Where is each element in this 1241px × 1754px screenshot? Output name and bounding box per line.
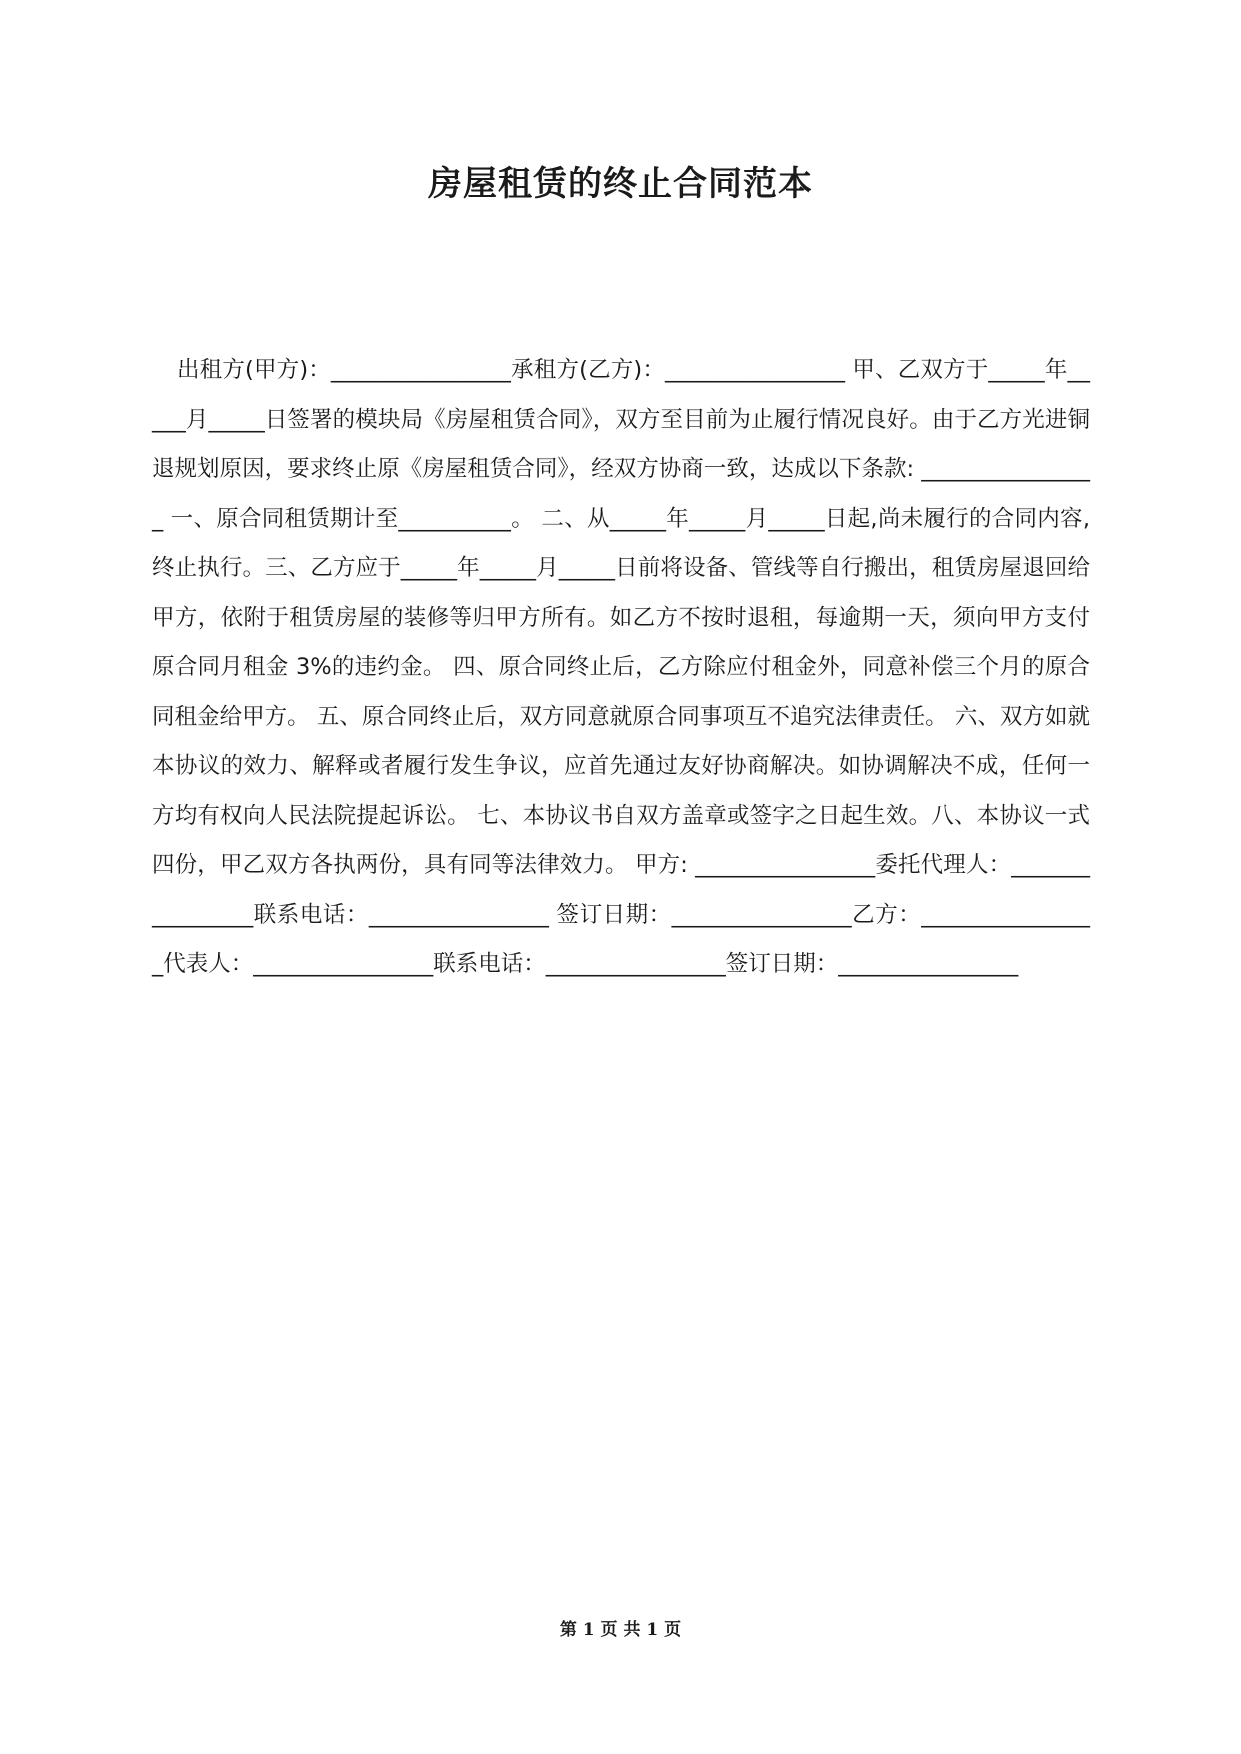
page-number-footer: 第 1 页 共 1 页 xyxy=(559,1620,682,1640)
document-title: 房屋租赁的终止合同范本 xyxy=(428,164,813,204)
contract-body-text: 出租方(甲方)：________________承租方(乙方)：________________ 甲、乙双方于_____年_____月_____日签署的模块局《房屋租赁合同》，双方至目前为止履行情况良好。由于乙方光进铜退规划原因，要求终止原《房屋租赁合同》，经双方协商一致，达成以下条款: ________________ 一、原合同租赁期计至__________。 二、从_____年_____月_____日起,尚未履行的合同内容,终止执行。三、乙方应于_____年_____月_____日前将设备、管线等自行搬出，租赁房屋退回给甲方，依附于租赁房屋的装修等归甲方所有。如乙方不按时退租，每逾期一天，须向甲方支付原合同月租金 3%的违约金。 四、原合同终止后，乙方除应付租金外，同意补偿三个月的原合同租金给甲方。 五、原合同终止后，双方同意就原合同事项互不追究法律责任。 六、双方如就本协议的效力、解释或者履行发生争议，应首先通过友好协商解决。如协调解决不成，任何一方均有权向人民法院提起诉讼。 七、本协议书自双方盖章或签字之日起生效。八、本协议一式四份，甲乙双方各执两份，具有同等法律效力。 甲方: ________________委托代理人：________________联系电话：________________ 签订日期：________________乙方：________________代表人：________________联系电话：________________签订日期：________________ xyxy=(152,357,1090,977)
